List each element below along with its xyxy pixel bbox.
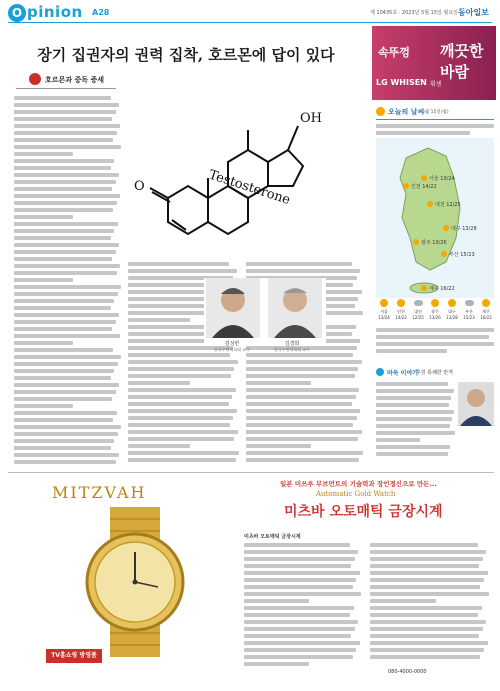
sun-icon [431,299,439,307]
weather-title: 오늘의 날씨 [388,108,425,116]
sun-icon [482,299,490,307]
text-line [244,655,353,659]
text-line [128,388,236,392]
text-line [128,430,238,434]
text-line [246,444,311,448]
text-line [370,655,480,659]
text-line [14,299,114,303]
text-line [370,585,480,589]
ad-line-1: 속뚜껑 [378,46,410,59]
mitzvah-watch-ad[interactable] [8,472,494,686]
ad-brand-sub: 휘센 [430,81,442,88]
forecast-city: 대전 [414,309,422,314]
page-number: A28 [92,8,110,17]
text-line [370,578,484,582]
map-sun-icon [427,201,433,207]
forecast-city: 인천 [397,309,405,314]
text-line [370,613,478,617]
text-line [14,376,111,380]
forecast-temp: 13/24 [378,315,390,320]
opinion-logo: pinion [27,3,83,21]
text-line [376,438,420,442]
text-line [128,269,237,273]
text-line [14,145,121,149]
text-line [14,397,112,401]
text-line [14,222,118,226]
dateline: 제 10435호 · 2023년 5월 15일 월요일 [370,10,458,16]
text-line [246,458,359,462]
text-line [14,460,116,464]
text-line [376,396,451,400]
ad2-body-2 [370,543,490,663]
text-line [128,262,229,266]
text-line [14,425,121,429]
text-line [14,166,111,170]
text-line [14,229,114,233]
text-line [370,543,478,547]
text-line [14,411,117,415]
map-sun-icon [421,285,427,291]
newspaper-name: 동아일보 [458,8,489,17]
tv-home-shopping-badge: TV홈쇼핑 방영품 [46,649,102,663]
weather-map [376,138,494,298]
text-line [14,383,119,387]
weather-description [376,124,494,138]
text-line [246,437,358,441]
forecast-cell [376,298,392,324]
author1-role: 한국수면의학회 교수 [213,347,251,352]
lg-whisen-ad[interactable] [372,26,496,100]
map-city-label: 서울 13/24 [429,176,455,182]
forecast-cell [461,298,477,324]
text-line [370,571,488,575]
text-line [14,194,120,198]
text-line [244,641,360,645]
sun-icon [397,299,405,307]
ad2-body-1 [244,543,362,673]
article-column-1 [14,96,122,470]
text-line [14,341,73,345]
text-line [128,451,239,455]
weather-date: 5월 15일(월) [422,110,449,115]
text-line [244,662,309,666]
gold-watch-image [50,507,220,657]
text-line [14,159,114,163]
text-line [246,402,352,406]
text-line [14,110,116,114]
text-line [246,423,353,427]
ad2-pre: 일본 미쓰루 무브먼트의 기술력과 장인정신으로 만든... [280,480,437,488]
column2-title: 바둑 이야기 [387,370,419,377]
text-line [376,382,448,386]
text-line [246,416,357,420]
opinion-logo-o: O [8,4,26,22]
text-line [376,410,454,414]
text-line [128,402,229,406]
sun-icon [380,299,388,307]
text-line [244,585,353,589]
column2-photo [458,382,494,426]
ad2-title: 미츠바 오토매틱 금장시계 [284,504,443,520]
text-line [376,452,448,456]
map-sun-icon [403,183,409,189]
text-line [14,208,113,212]
text-line [244,578,356,582]
text-line [14,313,119,317]
author2-photo [268,278,322,338]
weather-rule [376,119,494,120]
forecast-cell [427,298,443,324]
sun-icon [448,299,456,307]
column2-subtitle: 후원 통쾌한 반격 [416,370,453,376]
sun-icon [376,107,385,116]
text-line [376,403,449,407]
text-line [14,187,112,191]
text-line [246,451,363,455]
text-line [14,278,73,282]
text-line [14,250,116,254]
text-line [246,381,311,385]
text-line [246,388,359,392]
text-line [128,353,230,357]
forecast-temp: 13/26 [429,315,441,320]
text-line [14,264,120,268]
text-line [14,327,112,331]
text-line [370,564,479,568]
text-line [370,620,486,624]
hydroxyl-label: OH [300,111,322,126]
text-line [14,439,114,443]
text-line [244,627,355,631]
text-line [14,138,113,142]
map-city-label: 대전 12/25 [435,202,461,208]
text-line [246,409,360,413]
text-line [14,320,116,324]
author1-photo [206,278,260,338]
forecast-temp: 15/23 [463,315,475,320]
text-line [14,117,112,121]
map-sun-icon [443,225,449,231]
text-line [14,257,112,261]
text-line [14,418,113,422]
text-line [128,416,233,420]
text-line [244,606,354,610]
text-line [128,374,231,378]
text-line [244,599,309,603]
text-line [14,285,121,289]
forecast-temp: 13/28 [446,315,458,320]
map-city-label: 부산 15/23 [449,252,475,258]
text-line [128,381,190,385]
text-line [128,395,232,399]
text-line [244,543,350,547]
map-city-label: 제주 16/22 [429,286,455,292]
text-line [244,557,355,561]
text-line [376,424,450,428]
forecast-cell [393,298,409,324]
text-line [246,353,353,357]
text-line [128,360,238,364]
text-line [14,292,118,296]
text-line [370,599,436,603]
text-line [246,374,355,378]
text-line [376,445,450,449]
text-line [14,390,116,394]
text-line [14,124,120,128]
text-line [14,369,114,373]
text-line [128,423,230,427]
text-line [14,236,111,240]
forecast-temp: 12/25 [412,315,424,320]
text-line [246,430,362,434]
ad-brand: LG WHISEN [376,78,427,87]
text-line [14,404,73,408]
forecast-city: 대구 [448,309,456,314]
baduk-icon [376,368,384,376]
text-line [370,648,484,652]
text-line [128,437,234,441]
column-author-icon [29,73,41,85]
text-line [14,348,113,352]
text-line [370,592,489,596]
article-rule [16,88,116,89]
cloud-icon [414,300,423,306]
weather-notes [376,328,494,362]
column2-body [376,382,456,462]
header-rule [8,22,492,23]
text-line [246,360,362,364]
column-name: 호르몬과 중독 증세 [45,76,104,84]
text-line [14,243,119,247]
map-sun-icon [413,239,419,245]
text-line [128,458,236,462]
author-photos [204,278,326,346]
forecast-city: 제주 [482,309,490,314]
text-line [14,432,118,436]
text-line [376,431,455,435]
forecast-cell [410,298,426,324]
map-city-label: 인천 14/22 [411,184,437,190]
forecast-cell [444,298,460,324]
text-line [14,103,119,107]
text-line [14,173,119,177]
text-line [244,634,351,638]
text-line [14,453,119,457]
map-city-label: 광주 13/26 [421,240,447,246]
map-sun-icon [421,175,427,181]
text-line [370,606,482,610]
ad-line-2: 깨끗한 바람 [440,42,484,81]
author2-role: 한국수면의학회 교수 [273,347,311,352]
author1-name: 김성빈 [224,341,240,347]
page-header [0,0,500,26]
text-line [14,152,73,156]
mitzvah-brand: MITZVAH [52,483,147,502]
text-line [370,557,483,561]
forecast-city: 부산 [465,309,473,314]
text-line [128,409,237,413]
forecast-city: 광주 [431,309,439,314]
text-line [128,444,190,448]
text-line [14,306,111,310]
ad2-phone: 080-4000-0000 [388,669,427,675]
weather-header [376,106,494,118]
text-line [370,550,486,554]
text-line [246,262,352,266]
text-line [376,417,452,421]
map-sun-icon [441,251,447,257]
forecast-city: 서울 [380,309,388,314]
text-line [14,180,116,184]
forecast-temp: 16/22 [480,315,492,320]
text-line [244,613,350,617]
text-line [246,395,356,399]
text-line [14,271,117,275]
text-line [246,269,360,273]
map-city-label: 대구 13/28 [451,226,477,232]
forecast-cell [478,298,494,324]
ad2-subhead: 미츠바 오토매틱 금장시계 [244,534,301,540]
text-line [14,446,111,450]
text-line [14,96,111,100]
text-line [246,367,358,371]
testosterone-figure [128,78,358,253]
ad2-gold: Automatic Gold Watch [316,490,396,498]
text-line [128,318,190,322]
text-line [14,215,73,219]
weather-strip [376,298,494,324]
text-line [14,131,117,135]
text-line [244,571,360,575]
oxygen-label: O [134,179,145,194]
text-line [244,620,358,624]
text-line [376,389,454,393]
forecast-temp: 14/22 [395,315,407,320]
text-line [244,648,356,652]
text-line [370,627,483,631]
text-line [14,362,118,366]
text-line [14,355,121,359]
molecule-name-label: Testosterone [206,167,293,209]
text-line [14,201,117,205]
text-line [14,334,120,338]
text-line [370,641,488,645]
text-line [128,367,234,371]
text-line [244,564,351,568]
text-line [370,634,479,638]
column2-header [376,366,494,378]
cloud-icon [465,300,474,306]
text-line [244,550,358,554]
text-line [244,592,361,596]
author2-name: 김경희 [284,341,300,347]
article-headline: 장기 집권자의 권력 집착, 호르몬에 답이 있다 [37,46,335,64]
